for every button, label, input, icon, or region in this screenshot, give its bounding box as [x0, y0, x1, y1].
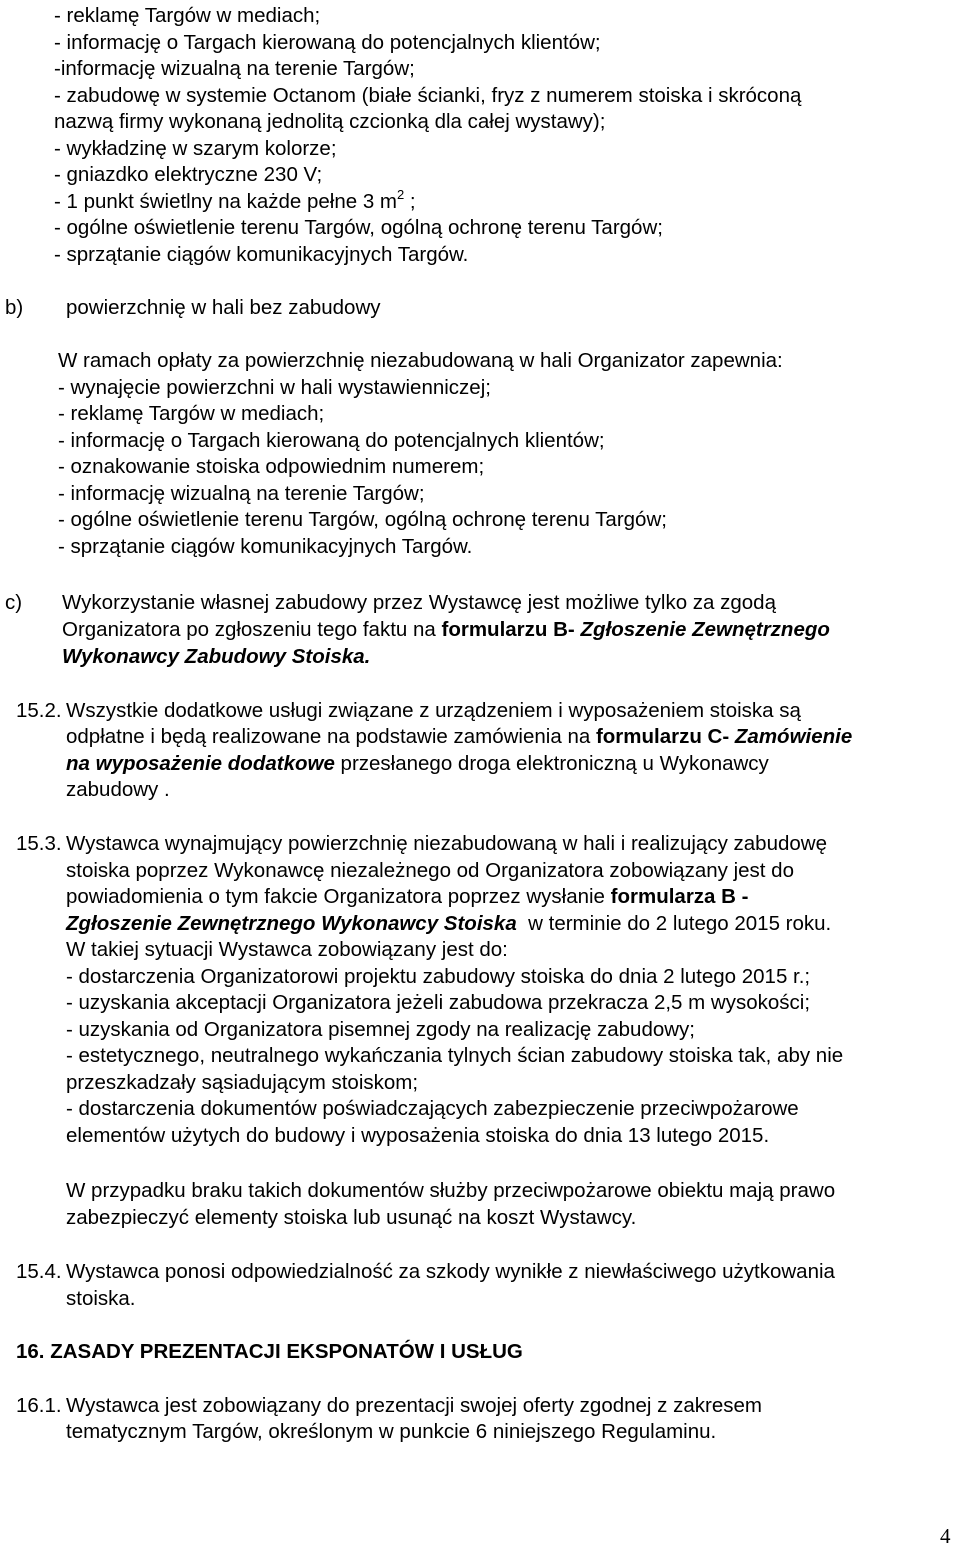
- light-point-text: - 1 punkt świetlny na każde pełne 3 m: [54, 190, 397, 213]
- bold-text: formularzu C-: [595, 725, 735, 748]
- section-b-intro: W ramach opłaty za powierzchnię niezabudowaną w hali Organizator zapewnia:: [58, 349, 783, 372]
- list-item: -informację wizualną na terenie Targów;: [54, 57, 415, 80]
- paragraph-line: stoiska poprzez Wykonawcę niezależnego od Organizatora zobowiązany jest do: [66, 859, 794, 882]
- paragraph-line: W przypadku braku takich dokumentów służby przeciwpożarowe obiektu mają prawo: [66, 1179, 836, 1202]
- list-item: - informację o Targach kierowaną do potencjalnych klientów;: [54, 31, 601, 54]
- list-item: - sprzątanie ciągów komunikacyjnych Targów.: [54, 243, 469, 266]
- bold-italic-text: Zgłoszenie Zewnętrznego: [580, 618, 830, 641]
- paragraph-line: przeszkadzały sąsiadującym stoiskom;: [66, 1071, 419, 1094]
- bold-italic-text: na wyposażenie dodatkowe: [66, 752, 335, 775]
- section-c-line: Wykonawcy Zabudowy Stoiska.: [62, 645, 371, 668]
- list-item: - zabudowę w systemie Octanom (białe ścianki, fryz z numerem stoiska i skróconą: [54, 84, 802, 107]
- paragraph-line: [66, 914, 831, 935]
- plain-text: odpłatne i będą realizowane na podstawie zamówienia na: [66, 725, 596, 748]
- list-item: - reklamę Targów w mediach;: [58, 402, 325, 425]
- paragraph-line: Wszystkie dodatkowe usługi związane z urządzeniem i wyposażeniem stoiska są: [66, 699, 801, 722]
- list-item: - ogólne oświetlenie terenu Targów, ogólną ochronę terenu Targów;: [58, 508, 667, 531]
- paragraph-line: zabudowy .: [66, 778, 170, 801]
- bold-text: formularza B -: [610, 885, 749, 908]
- paragraph-line: - dostarczenia dokumentów poświadczających zabezpieczenie przeciwpożarowe: [66, 1097, 799, 1120]
- bold-italic-text: Zgłoszenie Zewnętrznego Wykonawcy Stoiska: [66, 912, 517, 935]
- plain-text: Organizatora po zgłoszeniu tego faktu na: [62, 618, 442, 641]
- paragraph-line: - estetycznego, neutralnego wykańczania tylnych ścian zabudowy stoiska tak, aby nie: [66, 1044, 844, 1067]
- list-item: nazwą firmy wykonaną jednolitą czcionką dla całej wystawy);: [54, 110, 606, 133]
- paragraph-line: [66, 727, 852, 748]
- list-item-light-point: [54, 187, 416, 213]
- list-item: - reklamę Targów w mediach;: [54, 4, 321, 27]
- list-item: - ogólne oświetlenie terenu Targów, ogólną ochronę terenu Targów;: [54, 216, 663, 239]
- list-item: - informację wizualną na terenie Targów;: [58, 482, 425, 505]
- list-item: - wykładzinę w szarym kolorze;: [54, 137, 337, 160]
- list-item: - wynajęcie powierzchni w hali wystawienniczej;: [58, 376, 491, 399]
- list-item: - oznakowanie stoiska odpowiednim numerem;: [58, 455, 485, 478]
- plain-text: w terminie do 2 lutego 2015 roku.: [516, 912, 832, 935]
- paragraph-number: 16.1.: [16, 1394, 62, 1417]
- paragraph-line: Wystawca wynajmujący powierzchnię niezabudowaną w hali i realizujący zabudowę: [66, 832, 827, 855]
- paragraph-number: 15.4.: [16, 1260, 62, 1283]
- list-item: - gniazdko elektryczne 230 V;: [54, 163, 323, 186]
- list-item: - informację o Targach kierowaną do potencjalnych klientów;: [58, 429, 605, 452]
- section-heading: 16. ZASADY PREZENTACJI EKSPONATÓW I USŁUG: [16, 1340, 523, 1363]
- paragraph-line: - uzyskania akceptacji Organizatora jeżeli zabudowa przekracza 2,5 m wysokości;: [66, 991, 811, 1014]
- paragraph-line: elementów użytych do budowy i wyposażenia stoiska do dnia 13 lutego 2015.: [66, 1124, 770, 1147]
- page-number: 4: [940, 1524, 951, 1548]
- paragraph-line: Wystawca jest zobowiązany do prezentacji swojej oferty zgodnej z zakresem: [66, 1394, 762, 1417]
- section-c-marker: c): [5, 591, 23, 614]
- paragraph-line: - dostarczenia Organizatorowi projektu zabudowy stoiska do dnia 2 lutego 2015 r.;: [66, 965, 811, 988]
- plain-text: przesłanego droga elektroniczną u Wykonawcy: [334, 752, 769, 775]
- bold-italic-text: Zamówienie: [734, 725, 853, 748]
- paragraph-number: 15.2.: [16, 699, 62, 722]
- bold-text: formularzu B-: [441, 618, 581, 641]
- section-b-heading: powierzchnię w hali bez zabudowy: [66, 296, 381, 319]
- light-point-after: ;: [404, 190, 416, 213]
- section-c-line: [62, 620, 830, 641]
- list-item: - sprzątanie ciągów komunikacyjnych Targów.: [58, 535, 473, 558]
- paragraph-line: [66, 887, 748, 908]
- paragraph-line: stoiska.: [66, 1287, 136, 1310]
- section-b-marker: b): [5, 296, 24, 319]
- paragraph-line: W takiej sytuacji Wystawca zobowiązany jest do:: [66, 938, 508, 961]
- paragraph-line: tematycznym Targów, określonym w punkcie 6 niniejszego Regulaminu.: [66, 1420, 717, 1443]
- section-c-line: Wykorzystanie własnej zabudowy przez Wystawcę jest możliwe tylko za zgodą: [62, 591, 776, 614]
- paragraph-line: [66, 754, 769, 775]
- paragraph-number: 15.3.: [16, 832, 62, 855]
- paragraph-line: zabezpieczyć elementy stoiska lub usunąć na koszt Wystawcy.: [66, 1206, 637, 1229]
- paragraph-line: - uzyskania od Organizatora pisemnej zgody na realizację zabudowy;: [66, 1018, 696, 1041]
- plain-text: powiadomienia o tym fakcie Organizatora poprzez wysłanie: [66, 885, 611, 908]
- paragraph-line: Wystawca ponosi odpowiedzialność za szkody wynikłe z niewłaściwego użytkowania: [66, 1260, 835, 1283]
- superscript: 2: [397, 187, 405, 202]
